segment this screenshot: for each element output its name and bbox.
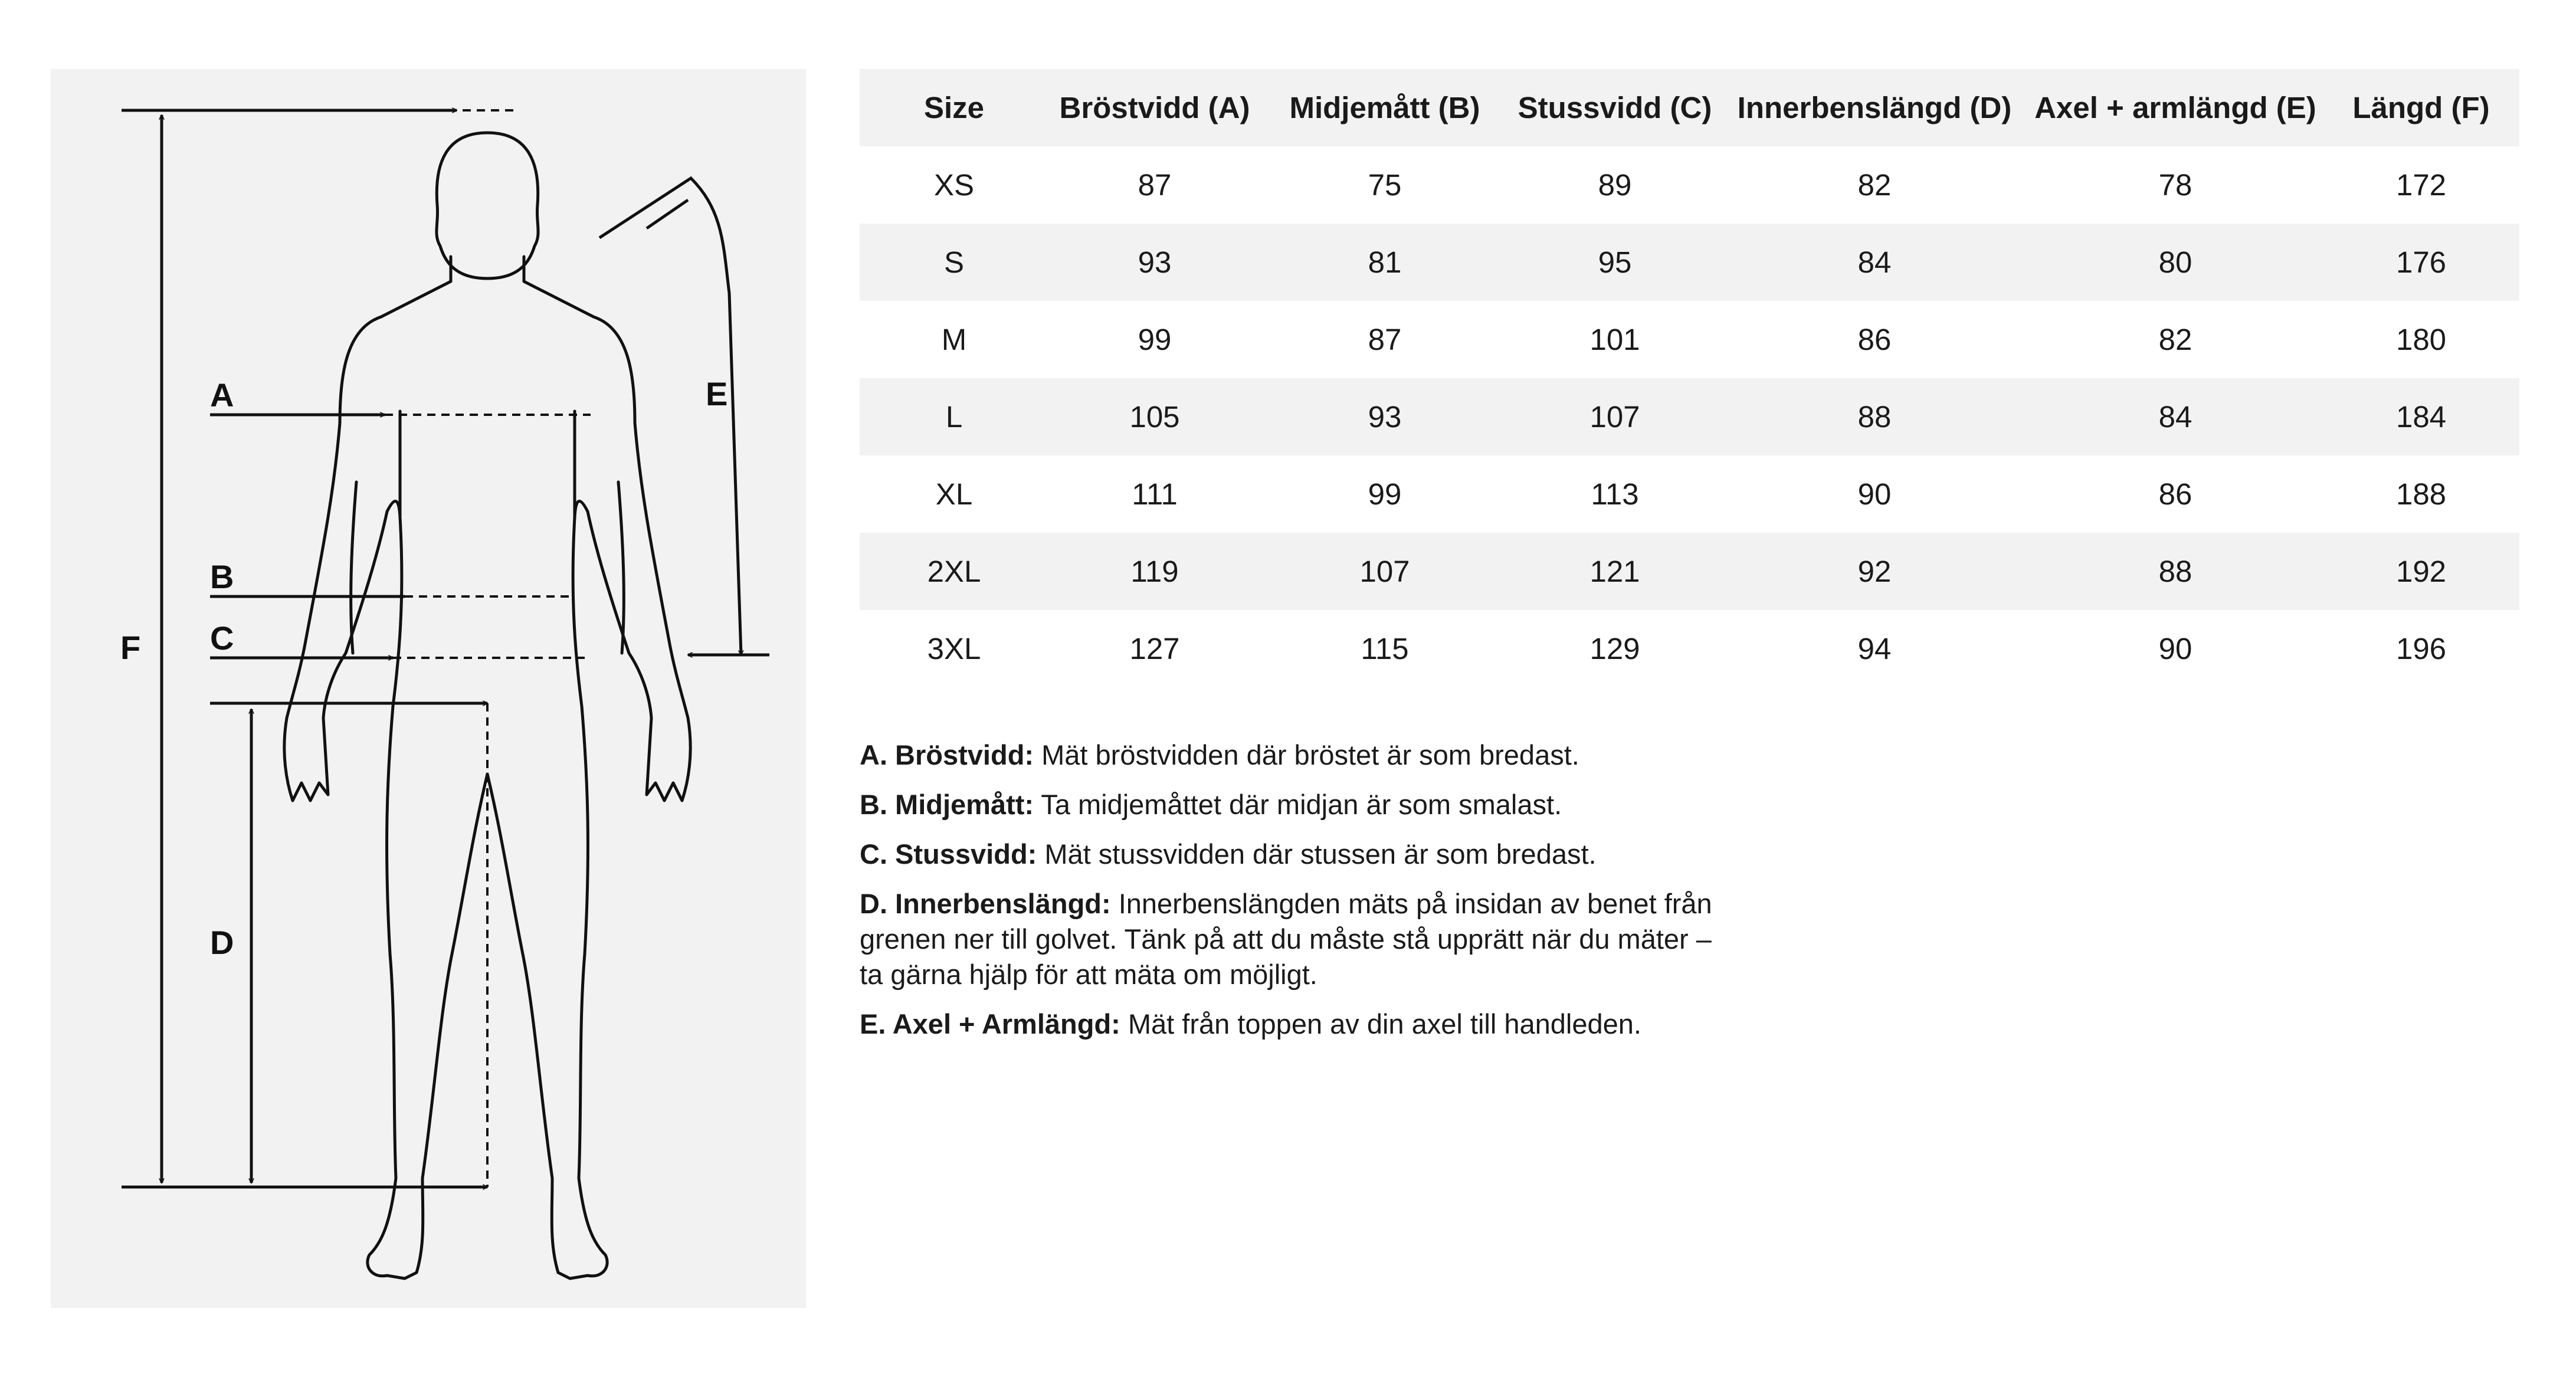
- table-row: [860, 533, 2519, 610]
- table-row: [860, 610, 2519, 687]
- size-cell: XL: [935, 477, 973, 511]
- note-term: E. Axel + Armlängd:: [860, 1008, 1120, 1040]
- table-cell: 111: [1132, 477, 1178, 511]
- table-header-row: [860, 69, 2519, 146]
- table-cell: 90: [1857, 477, 1892, 511]
- label-f: F: [120, 629, 141, 666]
- note-axel-armlangd: [860, 1006, 1733, 1042]
- note-term: D. Innerbenslängd:: [860, 888, 1111, 919]
- table-cell: 192: [2323, 533, 2519, 610]
- table-cell: 127: [1129, 632, 1180, 665]
- table-cell: 180: [2395, 323, 2447, 356]
- table-cell: 188: [2395, 477, 2447, 511]
- table-cell: 99: [1138, 323, 1172, 356]
- table-row: [860, 455, 2519, 533]
- table-cell: 82: [2158, 323, 2192, 356]
- note-midjematt: [860, 787, 1733, 822]
- table-row: [860, 224, 2519, 301]
- table-cell: 78: [2158, 168, 2192, 202]
- table-cell: 115: [1361, 632, 1409, 665]
- measurement-instructions: [860, 737, 1733, 1056]
- size-chart-table: [860, 69, 2519, 687]
- table-cell: 88: [2028, 533, 2323, 610]
- table-row: [860, 146, 2519, 224]
- header-brostvidd: Bröstvidd (A): [1048, 69, 1261, 146]
- label-e: E: [706, 375, 728, 412]
- table-cell: 84: [1721, 224, 2028, 301]
- label-a: A: [210, 376, 234, 414]
- note-innerbenslangd: [860, 886, 1733, 992]
- note-text: Mät bröstvidden där bröstet är som bredast.: [1034, 739, 1579, 771]
- table-cell: 87: [1368, 323, 1402, 356]
- table-cell: 176: [2323, 224, 2519, 301]
- header-innerbenslangd: Innerbenslängd (D): [1721, 69, 2028, 146]
- table-cell: 88: [1721, 378, 2028, 455]
- table-cell: 99: [1368, 477, 1402, 511]
- table-cell: 81: [1261, 224, 1509, 301]
- header-size: Size: [860, 69, 1048, 146]
- size-cell: M: [941, 323, 967, 356]
- table-cell: 75: [1368, 168, 1402, 202]
- table-cell: 196: [2395, 632, 2447, 665]
- header-stussvidd: Stussvidd (C): [1509, 69, 1721, 146]
- table-cell: 86: [1857, 323, 1892, 356]
- note-term: C. Stussvidd:: [860, 838, 1037, 870]
- table-cell: 121: [1509, 533, 1721, 610]
- table-row: [860, 301, 2519, 378]
- header-midjematt: Midjemått (B): [1261, 69, 1509, 146]
- note-brostvidd: [860, 737, 1733, 773]
- table-cell: 94: [1857, 632, 1892, 665]
- label-d: D: [210, 924, 234, 961]
- size-cell: 3XL: [927, 632, 981, 665]
- note-term: B. Midjemått:: [860, 789, 1034, 820]
- table-cell: 82: [1857, 168, 1892, 202]
- label-c: C: [210, 619, 234, 657]
- table-cell: 93: [1261, 378, 1509, 455]
- note-text: Ta midjemåttet där midjan är som smalast.: [1034, 789, 1562, 820]
- table-cell: 93: [1048, 224, 1261, 301]
- label-b: B: [210, 558, 234, 595]
- table-row: [860, 378, 2519, 455]
- body-measurement-illustration: [51, 69, 806, 1308]
- table-cell: 184: [2323, 378, 2519, 455]
- table-cell: 92: [1721, 533, 2028, 610]
- note-term: A. Bröstvidd:: [860, 739, 1034, 771]
- header-axel-armlangd: Axel + armlängd (E): [2028, 69, 2323, 146]
- dashed-measurement-lines: [385, 110, 591, 1187]
- table-cell: 95: [1509, 224, 1721, 301]
- table-cell: 80: [2028, 224, 2323, 301]
- table-cell: 101: [1589, 323, 1640, 356]
- table-cell: 84: [2028, 378, 2323, 455]
- table-cell: 107: [1509, 378, 1721, 455]
- note-text: Innerbenslängden mäts på insidan av benet från grenen ner till golvet. Tänk på att du måste stå upprätt när du mäter – ta gärna hjälp för att mäta om möjligt.: [860, 888, 1712, 990]
- size-cell: S: [860, 224, 1048, 301]
- table-cell: 113: [1591, 477, 1639, 511]
- header-langd: Längd (F): [2323, 69, 2519, 146]
- note-text: Mät från toppen av din axel till handleden.: [1120, 1008, 1641, 1040]
- table-cell: 119: [1048, 533, 1261, 610]
- measurement-figure-panel: [51, 69, 806, 1308]
- note-stussvidd: [860, 837, 1733, 872]
- table-cell: 87: [1138, 168, 1172, 202]
- size-cell: XS: [933, 168, 975, 202]
- table-cell: 90: [2158, 632, 2192, 665]
- table-cell: 172: [2395, 168, 2447, 202]
- size-cell: L: [860, 378, 1048, 455]
- table-cell: 107: [1261, 533, 1509, 610]
- table-cell: 105: [1048, 378, 1261, 455]
- table-cell: 89: [1598, 168, 1632, 202]
- table-cell: 129: [1589, 632, 1640, 665]
- table-cell: 86: [2158, 477, 2192, 511]
- size-cell: 2XL: [860, 533, 1048, 610]
- note-text: Mät stussvidden där stussen är som bredast.: [1037, 838, 1597, 870]
